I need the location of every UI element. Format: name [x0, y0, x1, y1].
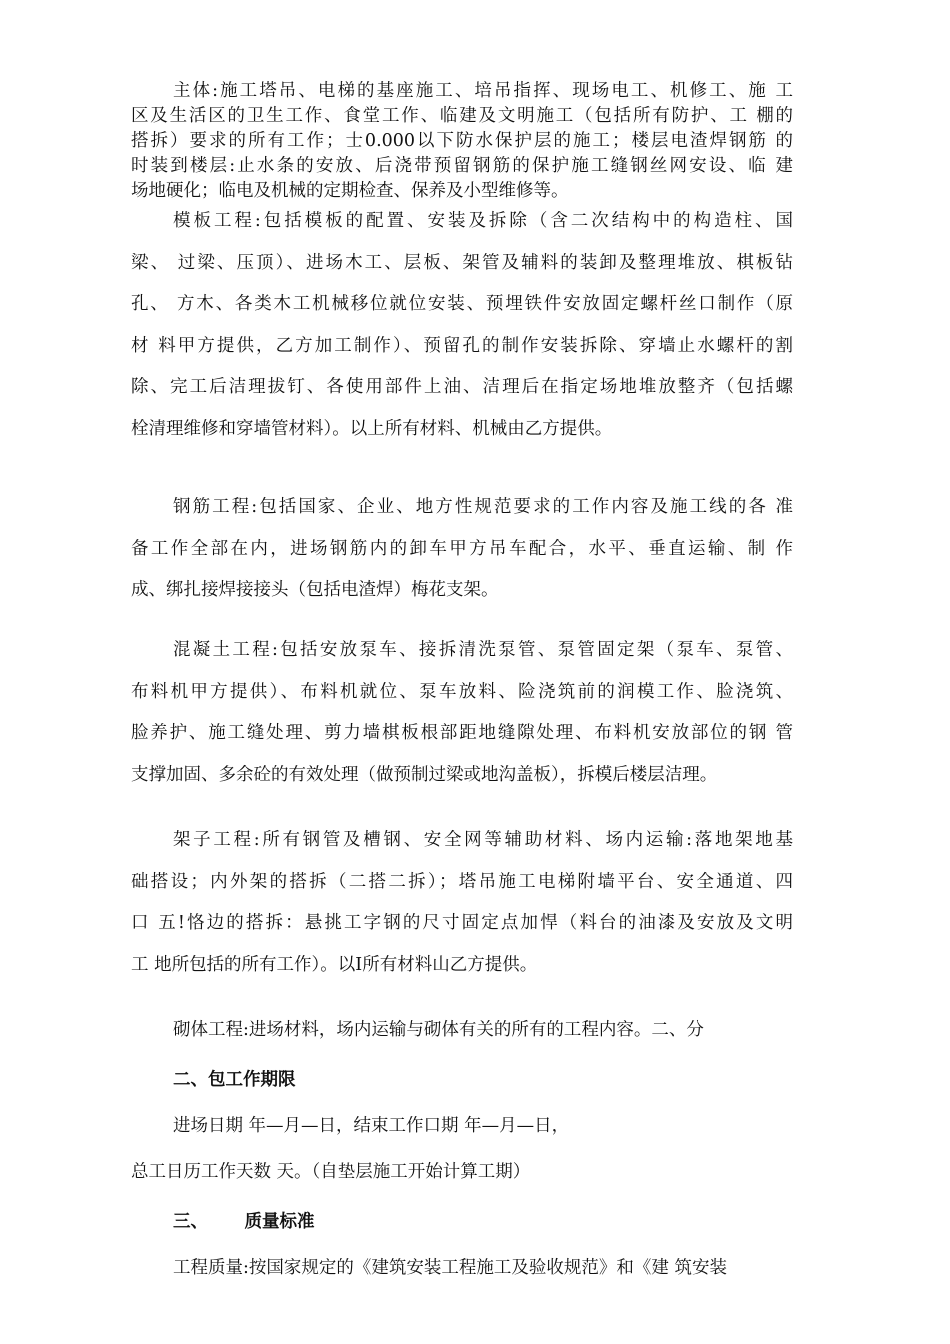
section-heading-work-period: 二、包工作期限	[173, 1070, 296, 1090]
text-line: 主体:施工塔吊、电梯的基座施工、培吊指挥、现场电工、机修工、施 工	[173, 81, 793, 101]
text-line: 础搭设；内外架的搭拆（二搭二拆）；塔吊施工电梯附墙平台、安全通道、四	[131, 871, 793, 892]
text-line: 栓清理维修和穿墙管材料）。以上所有材料、机械由乙方提供。	[131, 418, 613, 439]
text-line: 成、绑扎接焊接接头（包括电渣焊）梅花支架。	[131, 580, 499, 600]
text-line: 架子工程:所有钢管及槽钢、安全网等辅助材料、场内运输:落地架地基	[173, 830, 793, 850]
paragraph-rebar	[131, 487, 793, 612]
paragraph-total-days: 总工日历工作天数 天。（自垫层施工开始计算工期）	[131, 1162, 531, 1182]
text-line: 区及生活区的卫生工作、食堂工作、临建及文明施工（包括所有防护、工 棚的	[131, 106, 793, 126]
text-line: 混凝土工程:包括安放泵车、接拆清洗泵管、泵管固定架（泵车、泵管、	[173, 640, 793, 660]
text-line: 口 五!恪边的搭拆：悬挑工字钢的尺寸固定点加悍（料台的油漆及安放及文明	[131, 913, 793, 933]
paragraph-scaffolding	[131, 820, 793, 986]
text-line: 脸养护、施工缝处理、剪力墙棋板根部距地缝隙处理、布料机安放部位的钢 管	[131, 723, 793, 743]
text-line: 钢筋工程:包括国家、企业、地方性规范要求的工作内容及施工线的各 准	[173, 497, 793, 517]
section-heading-quality-standard: 三、 质量标准	[173, 1212, 315, 1232]
text-line: 布料机甲方提供）、布料机就位、泵车放料、险浇筑前的润模工作、脸浇筑、	[131, 681, 793, 702]
text-line: 材 料甲方提供，乙方加工制作）、预留孔的制作安装拆除、穿墙止水螺杆的割	[131, 335, 793, 356]
paragraph-main-body-scope	[131, 79, 793, 204]
paragraph-formwork	[131, 201, 793, 450]
text-line: 搭拆）要求的所有工作；士0.000以下防水保护层的施工；楼层电渣焊钢筋 的	[131, 131, 793, 151]
paragraph-entry-dates: 进场日期 年—月—日，结束工作口期 年—月—日，	[173, 1116, 570, 1136]
paragraph-masonry: 砌体工程:进场材料，场内运输与砌体有关的所有的工程内容。二、分	[173, 1020, 704, 1040]
text-line: 支撑加固、多余砼的有效处理（做预制过梁或地沟盖板），拆模后楼层洁理。	[131, 764, 718, 785]
text-line: 孔、 方木、各类木工机械移位就位安装、预埋铁件安放固定螺杆丝口制作（原	[131, 294, 793, 314]
text-line: 工 地所包括的所有工作）。以I所有材料山乙方提供。	[131, 954, 538, 975]
text-line: 场地硬化；临电及机械的定期检查、保养及小型维修等。	[131, 181, 569, 201]
text-line: 除、完工后洁理拔钉、各使用部件上油、洁理后在指定场地堆放整齐（包括螺	[131, 377, 793, 397]
text-line: 模板工程:包括模板的配置、安装及拆除（含二次结构中的构造柱、国	[173, 211, 793, 231]
text-line: 备工作全部在内，进场钢筋内的卸车甲方吊车配合，水平、垂直运输、制 作	[131, 538, 793, 559]
paragraph-quality: 工程质量:按国家规定的《建筑安装工程施工及验收规范》和《建 筑安装	[173, 1258, 727, 1278]
text-line: 梁、 过梁、压顶）、进场木工、层板、架管及辅料的装卸及整理堆放、棋板钻	[131, 252, 793, 273]
paragraph-concrete	[131, 630, 793, 796]
text-line: 时装到楼层:止水条的安放、后浇带预留钢筋的保护施工缝钢丝网安设、临 建	[131, 156, 793, 176]
